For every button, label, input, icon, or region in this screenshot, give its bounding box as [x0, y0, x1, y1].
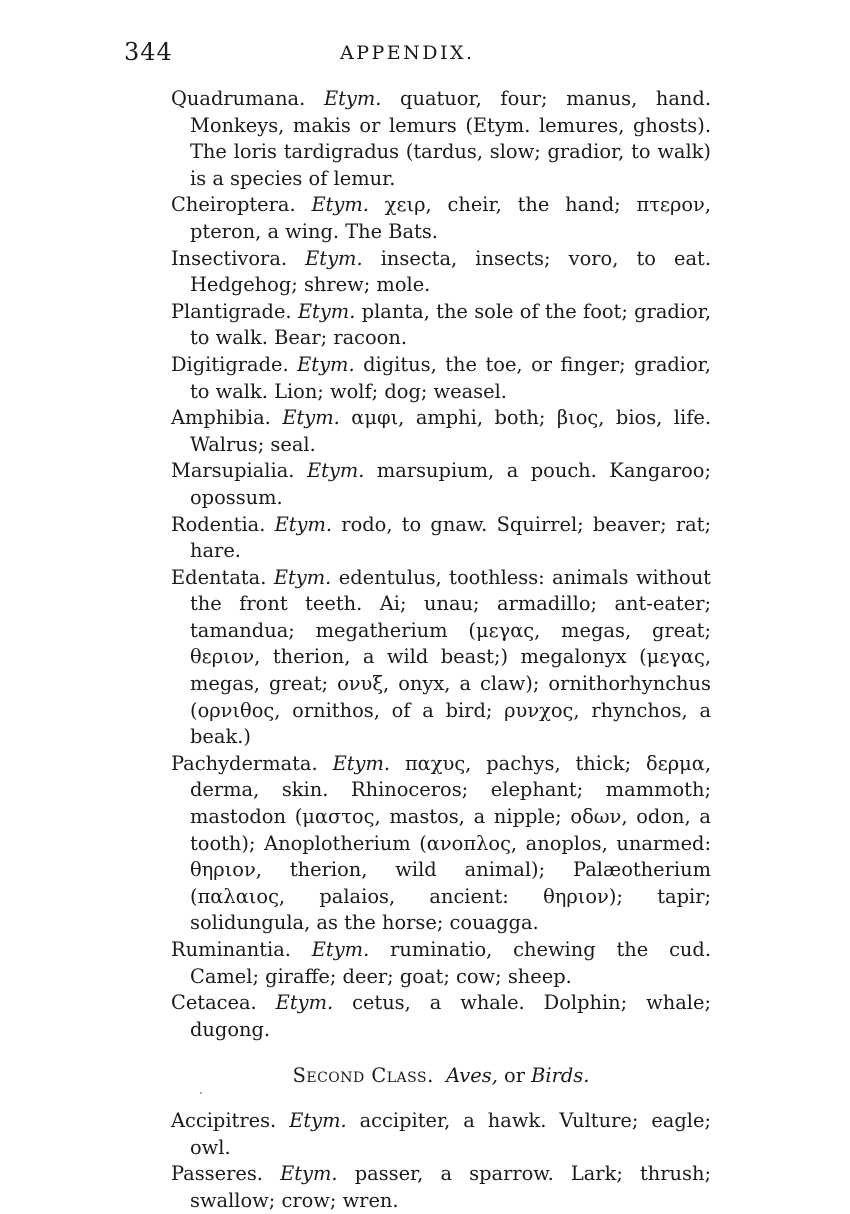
class-heading-latin: Aves,	[446, 1064, 498, 1088]
running-head: APPENDIX.	[340, 42, 475, 64]
entry-etym: Etym.	[297, 299, 356, 323]
entry-description: accipiter, a hawk. Vulture; eagle; owl.	[190, 1108, 711, 1159]
entry-term: Ruminantia.	[171, 938, 291, 961]
bird-orders-list	[171, 1108, 711, 1214]
entry	[171, 458, 711, 511]
entry	[171, 990, 711, 1043]
entry-etym: Etym.	[282, 406, 340, 430]
entry	[171, 1161, 711, 1214]
entry-description: quatuor, four; manus, hand. Monkeys, makis or lemurs (Etym. lemures, ghosts). The loris tardigradus (tardus, slow; gradior, to walk) is a species of lemur.	[190, 87, 711, 190]
page-number: 344	[124, 38, 173, 66]
entry-term: Pachydermata.	[171, 751, 318, 775]
entry-etym: Etym.	[332, 751, 391, 775]
entry-description: insecta, insects; voro, to eat. Hedgehog; shrew; mole.	[190, 246, 711, 297]
entry-etym: Etym.	[297, 352, 355, 376]
entry-etym: Etym.	[323, 87, 382, 110]
entry	[171, 352, 711, 405]
entry-etym: Etym.	[305, 246, 363, 270]
appendix-text	[171, 86, 711, 1214]
entry	[171, 751, 711, 937]
entry-term: Amphibia.	[171, 406, 271, 430]
entry-etym: Etym.	[274, 512, 333, 536]
entry-term: Passeres.	[171, 1162, 263, 1186]
entry-term: Edentata.	[171, 565, 267, 589]
entry-description: ruminatio, chewing the cud. Camel; giraffe; deer; goat; cow; sheep.	[190, 938, 711, 988]
entry-description: cetus, a whale. Dolphin; whale; dugong.	[190, 991, 711, 1041]
entry-description: marsupium, a pouch. Kangaroo; opossum.	[190, 459, 711, 509]
entry-term: Quadrumana.	[171, 87, 306, 110]
class-heading	[171, 1063, 711, 1090]
entry-term: Rodentia.	[171, 512, 266, 536]
entry-term: Cheiroptera.	[171, 193, 296, 217]
entry-term: Accipitres.	[171, 1108, 277, 1132]
entry-etym: Etym.	[289, 1108, 347, 1132]
print-speck	[200, 1092, 202, 1094]
entry-term: Insectivora.	[171, 246, 288, 270]
mammal-orders-list	[171, 86, 711, 1043]
entry-description: edentulus, toothless: animals without the front teeth. Ai; unau; armadillo; ant-eater; tamandua; megatherium (μεγας, megas, great; θεριον, therion, a wild beast;) megalonyx (μεγας, megas, great; ονυξ, onyx, a claw); ornithorhynchus (ορνιθος, ornithos, of a bird; ρυνχος, rhynchos, a beak.)	[190, 565, 711, 749]
entry-term: Marsupialia.	[171, 459, 295, 483]
entry	[171, 1108, 711, 1161]
class-heading-label: Second Class.	[292, 1064, 434, 1088]
entry-description: passer, a sparrow. Lark; thrush; swallow; crow; wren.	[190, 1162, 711, 1212]
entry-etym: Etym.	[280, 1162, 338, 1186]
entry-term: Cetacea.	[171, 991, 257, 1015]
entry-etym: Etym.	[275, 991, 334, 1015]
page-header	[0, 38, 850, 72]
entry-etym: Etym.	[311, 193, 369, 217]
entry	[171, 405, 711, 458]
class-heading-connector: or	[504, 1064, 525, 1088]
entry-description: παχυς, pachys, thick; δερμα, derma, skin. Rhinoceros; elephant; mammoth; mastodon (μαστος, mastos, a nipple; οδων, odon, a tooth); Anoplotherium (ανοπλος, anoplos, unarmed: θηριον, therion, wild animal); Palæotherium (παλαιος, palaios, ancient: θηριον); tapir; solidungula, as the horse; couagga.	[190, 751, 712, 935]
entry-etym: Etym.	[306, 459, 365, 483]
entry	[171, 512, 711, 565]
entry-term: Digitigrade.	[171, 352, 289, 376]
entry-description: rodo, to gnaw. Squirrel; beaver; rat; hare.	[190, 512, 711, 563]
entry-description: χειρ, cheir, the hand; πτερον, pteron, a wing. The Bats.	[190, 193, 711, 243]
entry	[171, 192, 711, 245]
entry-term: Plantigrade.	[171, 299, 292, 323]
entry	[171, 937, 711, 990]
entry	[171, 246, 711, 299]
entry-description: planta, the sole of the foot; gradior, to walk. Bear; racoon.	[190, 299, 712, 350]
entry-description: αμφι, amphi, both; βιος, bios, life. Walrus; seal.	[190, 406, 712, 456]
entry	[171, 299, 711, 352]
entry-etym: Etym.	[273, 565, 332, 589]
entry-etym: Etym.	[311, 938, 370, 961]
class-heading-english: Birds.	[531, 1064, 590, 1088]
entry	[171, 86, 711, 192]
entry	[171, 565, 711, 751]
entry-description: digitus, the toe, or finger; gradior, to walk. Lion; wolf; dog; weasel.	[190, 352, 711, 403]
